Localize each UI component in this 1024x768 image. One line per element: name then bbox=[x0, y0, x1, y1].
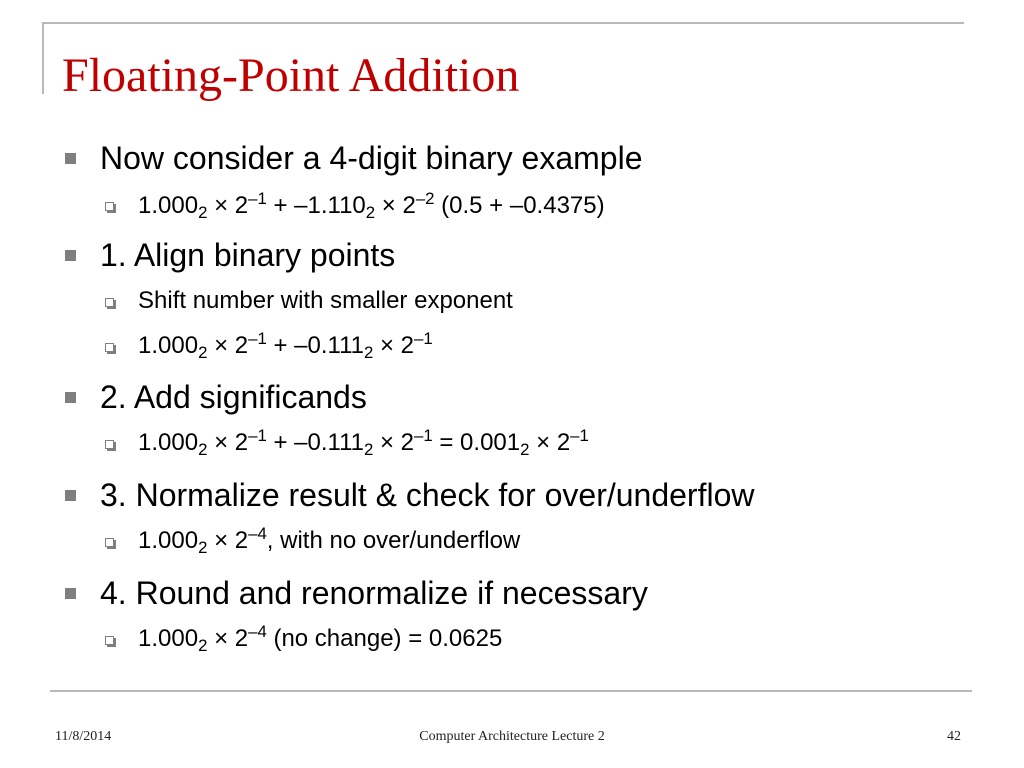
hollow-square-bullet-icon bbox=[105, 343, 114, 352]
slide-title: Floating-Point Addition bbox=[62, 49, 520, 102]
square-bullet-icon bbox=[65, 490, 76, 501]
sub-bullet-step2-equation: $1.000_2 \times 2^{-1} + -0.111_2 \times 2^{-1} = 0.001_2 \times 2^{-1}$ bbox=[138, 425, 589, 460]
sub-bullet-step1-equation: $1.000_2 \times 2^{-1} + -0.111_2 \times 2^{-1}$ bbox=[138, 328, 433, 363]
hollow-square-bullet-icon bbox=[105, 298, 114, 307]
bullet-step2-heading: 2. Add significands bbox=[100, 379, 367, 415]
bullet-step4-heading: 4. Round and renormalize if necessary bbox=[100, 575, 648, 611]
footer-divider bbox=[50, 690, 972, 692]
square-bullet-icon bbox=[65, 392, 76, 403]
square-bullet-icon bbox=[65, 250, 76, 261]
hollow-square-bullet-icon bbox=[105, 202, 114, 211]
footer-date: 11/8/2014 bbox=[55, 729, 112, 744]
bullet-intro: Now consider a 4-digit binary example bbox=[100, 140, 643, 176]
hollow-square-bullet-icon bbox=[105, 538, 114, 547]
slide-frame-left-rule bbox=[42, 22, 44, 94]
sub-bullet-step1-note: Shift number with smaller exponent bbox=[138, 287, 513, 314]
square-bullet-icon bbox=[65, 153, 76, 164]
slide-frame-top-rule bbox=[42, 22, 964, 24]
sub-bullet-step3-equation: $1.000_2 \times 2^{-4}$, with no over/underflow bbox=[138, 523, 521, 558]
sub-bullet-step4-equation: $1.000_2 \times 2^{-4}$ (no change) = 0.0625 bbox=[138, 621, 503, 656]
bullet-step3-heading: 3. Normalize result & check for over/underflow bbox=[100, 477, 755, 513]
bullet-step1-heading: 1. Align binary points bbox=[100, 237, 396, 273]
footer-course-title: Computer Architecture Lecture 2 bbox=[419, 729, 605, 744]
footer-page-number: 42 bbox=[947, 729, 961, 744]
sub-bullet-example: $1.000_2 \times 2^{-1} + -1.110_2 \times 2^{-2}$ (0.5 + –0.4375) bbox=[138, 188, 605, 223]
hollow-square-bullet-icon bbox=[105, 636, 114, 645]
square-bullet-icon bbox=[65, 588, 76, 599]
hollow-square-bullet-icon bbox=[105, 440, 114, 449]
